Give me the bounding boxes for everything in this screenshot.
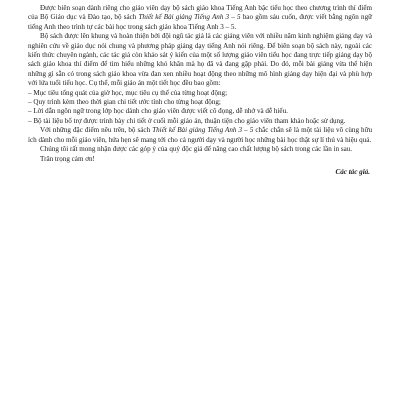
- features-text-end: chắc chắn sẽ là một tài liệu vô cùng hữu ích dành cho mỗi giáo viên, hứa hẹn sẽ mang tới cho cả người dạy và người học những bài học thật sự lí thú và hiệu quả.: [28, 126, 372, 144]
- features-paragraph: [28, 126, 372, 145]
- intro-text-start: Được biên soạn dành riêng cho giáo viên dạy bộ sách giáo khoa Tiếng Anh bậc tiểu học theo chương trình thí điểm của Bộ Giáo dục và Đào tạo, bộ sách: [28, 4, 372, 22]
- bullet-item-materials: – Bộ tài liệu bổ trợ được trình bày chi tiết ở cuối mỗi giáo án, thuận tiện cho giáo viên tham khảo hoặc sử dụng.: [28, 116, 346, 125]
- closing-line: Trân trọng cảm ơn!: [40, 154, 95, 163]
- bullet-item-objectives: – Mục tiêu tổng quát của giờ học, mục tiêu cụ thể của từng hoạt động;: [28, 88, 228, 97]
- intro-text-end: bao gồm sáu cuốn, được viết bằng ngôn ngữ tiếng Anh theo trình tự các bài học trong sách giáo khoa Tiếng Anh 3 – 5.: [28, 13, 372, 31]
- book-title: Thiết kế Bài giảng Tiếng Anh 3 – 5: [138, 13, 241, 22]
- bullet-item-procedure: – Quy trình kèm theo thời gian chi tiết ước tính cho từng hoạt động;: [28, 98, 221, 107]
- authors-paragraph: Bộ sách được lên khung và hoàn thiện bởi đội ngũ tác giả là các giảng viên với nhiều năm kinh nghiệm giảng dạy và nghiên cứu về giáo dục nói chung và phương pháp giảng dạy tiếng Anh nói riêng. Để biên soạn bộ sách này, ngoài các kiến thức chuyên ngành, các tác giả còn khảo sát ý kiến của một số lượng giáo viên tiểu học đang trực tiếp giảng dạy bộ sách giáo khoa thí điểm để tìm hiểu những khó khăn mà họ đã và đang gặp phải. Do đó, mỗi bài giảng vừa thể hiện những gì sẵn có trong sách giáo khoa vừa đan xen nhiều hoạt động theo những mô hình giảng dạy hiện đại và phù hợp với lứa tuổi tiểu học. Cụ thể, mỗi giáo án một tiết học đều bao gồm:: [28, 32, 372, 88]
- feedback-paragraph: Chúng tôi rất mong nhận được các góp ý của quý độc giả để nâng cao chất lượng bộ sách trong các lần in sau.: [40, 145, 353, 154]
- intro-paragraph: [28, 4, 372, 32]
- features-text-start: Với những đặc điểm nêu trên, bộ sách: [40, 126, 153, 135]
- bullet-item-classroom-language: – Lời dẫn ngôn ngữ trong lớp học dành cho giáo viên được viết cô đọng, dễ nhớ và dễ hiểu.: [28, 107, 288, 116]
- document-page: [28, 4, 372, 177]
- signature: Các tác giả.: [335, 167, 370, 176]
- book-title-repeat: Thiết kế Bài giảng Tiếng Anh 3 – 5: [152, 126, 254, 135]
